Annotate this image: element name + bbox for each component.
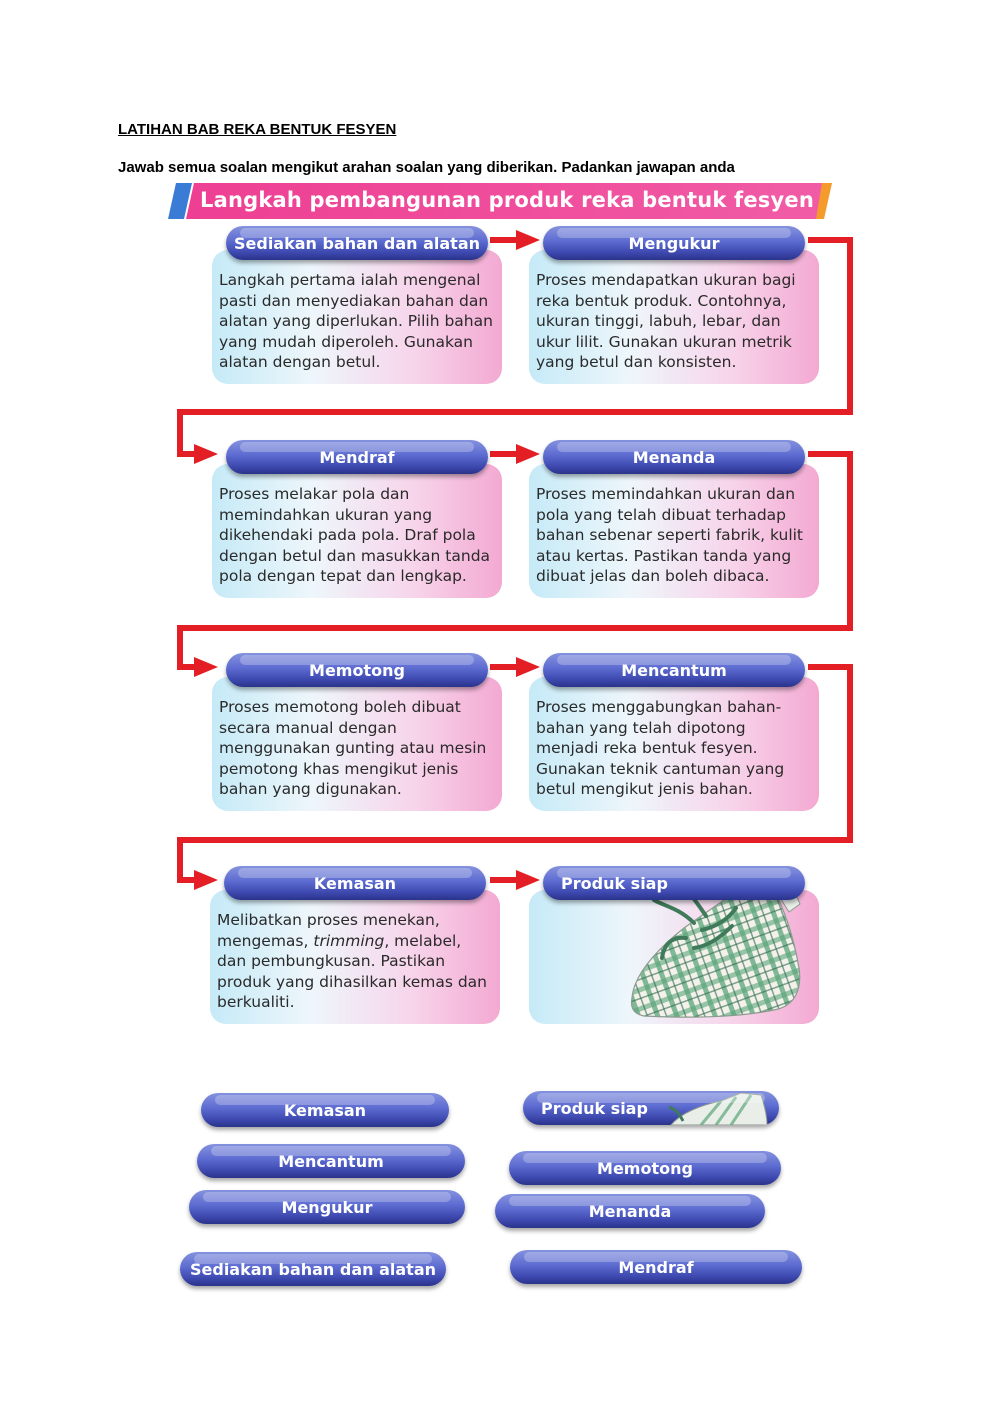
banner-title: Langkah pembangunan produk reka bentuk fesyen bbox=[200, 188, 814, 212]
step-2-label: Mengukur bbox=[543, 226, 805, 260]
step-card-2 bbox=[529, 250, 819, 384]
step-card-7 bbox=[210, 890, 500, 1024]
answer-mendraf[interactable]: Mendraf bbox=[510, 1250, 802, 1284]
arrowhead-7-8 bbox=[516, 870, 540, 890]
shoe-icon bbox=[661, 1091, 771, 1125]
step-5-label: Memotong bbox=[226, 653, 488, 687]
step-1-text: Langkah pertama ialah mengenal pasti dan menyediakan bahan dan alatan yang diperlukan. Pilih bahan yang mudah diperoleh. Gunakan alatan dengan betul. bbox=[219, 271, 493, 371]
step-card-4 bbox=[529, 464, 819, 598]
step-7-label: Kemasan bbox=[224, 866, 486, 900]
step-card-6 bbox=[529, 677, 819, 811]
step-3-label: Mendraf bbox=[226, 440, 488, 474]
arrowhead-to-5 bbox=[194, 657, 218, 677]
answer-sediakan-bahan[interactable]: Sediakan bahan dan alatan bbox=[180, 1252, 446, 1286]
step-4-label: Menanda bbox=[543, 440, 805, 474]
step-card-5 bbox=[212, 677, 502, 811]
instruction-text: Jawab semua soalan mengikut arahan soalan yang diberikan. Padankan jawapan anda bbox=[118, 159, 735, 176]
step-8-label: Produk siap bbox=[543, 866, 805, 900]
arrowhead-to-7 bbox=[194, 870, 218, 890]
arrowhead-5-6 bbox=[516, 657, 540, 677]
answer-produk-siap[interactable] bbox=[523, 1091, 779, 1125]
answer-menanda[interactable]: Menanda bbox=[495, 1194, 765, 1228]
shoe-icon bbox=[624, 878, 814, 1028]
answer-kemasan[interactable]: Kemasan bbox=[201, 1093, 449, 1127]
step-card-3 bbox=[212, 464, 502, 598]
step-4-text: Proses memindahkan ukuran dan pola yang telah dibuat terhadap bahan sebenar seperti fabrik, kulit atau kertas. Pastikan tanda yang dibuat jelas dan boleh dibaca. bbox=[536, 485, 804, 585]
arrowhead-1-2 bbox=[516, 230, 540, 250]
step-7-text bbox=[217, 910, 492, 1013]
step-6-text: Proses menggabungkan bahan-bahan yang telah dipotong menjadi reka bentuk fesyen. Gunakan teknik cantuman yang betul mengikut jenis bahan. bbox=[536, 698, 785, 798]
answer-mencantum[interactable]: Mencantum bbox=[197, 1144, 465, 1178]
page-heading: LATIHAN BAB REKA BENTUK FESYEN bbox=[118, 121, 397, 138]
step-card-1 bbox=[212, 250, 502, 384]
step-2-text: Proses mendapatkan ukuran bagi reka bentuk produk. Contohnya, ukuran tinggi, labuh, lebar, dan ukur lilit. Gunakan ukuran metrik yang betul dan konsisten. bbox=[536, 271, 796, 371]
step-3-text: Proses melakar pola dan memindahkan ukuran yang dikehendaki pada pola. Draf pola dengan betul dan masukkan tanda pola dengan tepat dan lengkap. bbox=[219, 485, 491, 585]
step-7-text-italic: trimming bbox=[313, 931, 385, 950]
answer-produk-siap-label: Produk siap bbox=[541, 1098, 648, 1118]
step-1-label: Sediakan bahan dan alatan bbox=[226, 226, 488, 260]
step-5-text: Proses memotong boleh dibuat secara manual dengan menggunakan gunting atau mesin pemotong khas mengikut jenis bahan yang digunakan. bbox=[219, 698, 487, 798]
answer-mengukur[interactable]: Mengukur bbox=[189, 1190, 465, 1224]
step-6-label: Mencantum bbox=[543, 653, 805, 687]
answer-memotong[interactable]: Memotong bbox=[509, 1151, 781, 1185]
step-card-8 bbox=[529, 890, 819, 1024]
arrowhead-to-3 bbox=[194, 444, 218, 464]
arrowhead-3-4 bbox=[516, 444, 540, 464]
step-7-text-b: , melabel, dan pembungkusan. Pastikan produk yang dihasilkan kemas dan berkualiti. bbox=[217, 931, 488, 1011]
step-7-text-a: Melibatkan proses menekan, mengemas, bbox=[217, 911, 440, 950]
